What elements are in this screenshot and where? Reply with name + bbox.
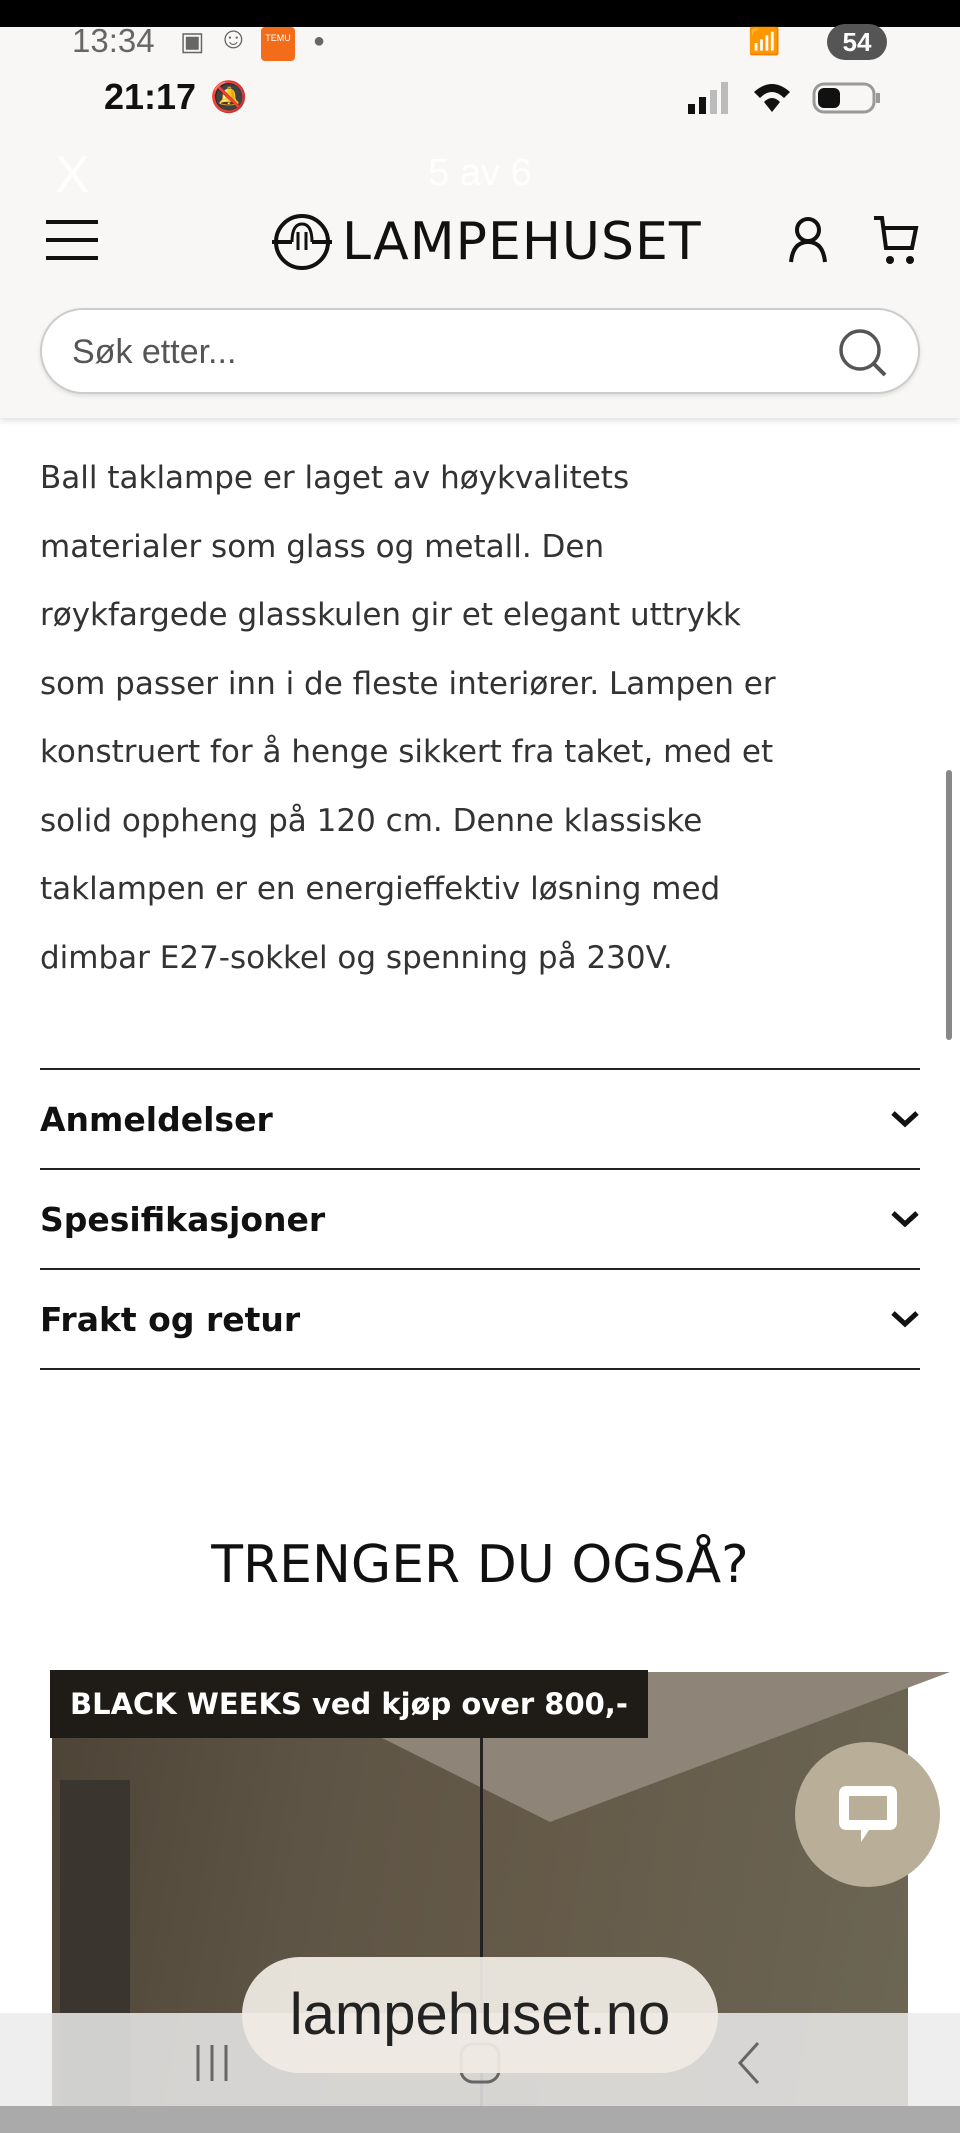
scrollbar[interactable]	[946, 770, 952, 1040]
bottom-gray-bar	[0, 2106, 960, 2133]
search-box	[40, 308, 920, 394]
chevron-down-icon	[890, 1309, 920, 1329]
search-input[interactable]	[72, 328, 832, 376]
mute-bell-icon: 🔕	[210, 81, 248, 114]
accordion-shipping-returns[interactable]	[40, 1270, 920, 1370]
accordion	[40, 1068, 920, 1370]
close-viewer-button[interactable]: X	[55, 146, 90, 204]
description-line: taklampen er en energieffektiv løsning med	[40, 871, 721, 907]
status-time: 21:17	[104, 76, 197, 117]
accordion-label: Anmeldelser	[40, 1099, 273, 1139]
chevron-down-icon	[890, 1109, 920, 1129]
battery-icon	[812, 82, 882, 114]
user-account-icon[interactable]	[788, 216, 828, 264]
image-pager: 5 av 6	[428, 152, 532, 194]
wifi-icon	[752, 80, 792, 114]
dot-icon: ●	[313, 30, 326, 52]
product-description	[40, 444, 920, 992]
site-logo[interactable]	[270, 210, 702, 274]
logo-text: LAMPEHUSET	[342, 212, 702, 272]
accordion-reviews[interactable]	[40, 1070, 920, 1170]
description-line: dimbar E27-sokkel og spenning på 230V.	[40, 939, 673, 976]
chat-button[interactable]	[795, 1742, 940, 1887]
related-heading: TRENGER DU OGSÅ?	[211, 1535, 749, 1595]
chevron-down-icon	[890, 1209, 920, 1229]
recent-apps-icon[interactable]	[192, 2043, 232, 2083]
assistant-icon: ☺	[218, 22, 249, 55]
description-line: konstruert for å henge sikkert fra taket, med et	[40, 734, 774, 770]
hamburger-menu-icon[interactable]	[46, 220, 100, 260]
accordion-label: Frakt og retur	[40, 1299, 301, 1339]
chat-bubble-icon	[833, 1780, 903, 1850]
signal-icon	[688, 82, 738, 114]
battery-outer-badge: 54	[827, 24, 887, 60]
description-line: som passer inn i de fleste interiører. Lampen er	[40, 665, 776, 702]
url-pill[interactable]: lampehuset.no	[242, 1957, 718, 2073]
description-line: materialer som glass og metall. Den	[40, 528, 605, 565]
description-line: Ball taklampe er laget av høykvalitets	[40, 460, 630, 496]
back-icon[interactable]	[734, 2041, 764, 2085]
screenshot-icon: ▣	[180, 26, 205, 56]
accordion-specifications[interactable]	[40, 1170, 920, 1270]
promo-banner: BLACK WEEKS ved kjøp over 800,-	[50, 1670, 648, 1738]
accordion-label: Spesifikasjoner	[40, 1199, 326, 1239]
search-icon[interactable]	[838, 328, 888, 378]
temu-app-icon: TEMU	[261, 27, 295, 61]
wifi-outer-icon: 📶	[748, 26, 781, 56]
description-line: solid oppheng på 120 cm. Denne klassiske	[40, 802, 703, 839]
lamp-logo-icon	[270, 210, 334, 274]
outer-status-time: 13:34	[72, 22, 155, 59]
description-line: røykfargede glasskulen gir et elegant uttrykk	[40, 597, 741, 633]
cart-icon[interactable]	[872, 214, 920, 266]
